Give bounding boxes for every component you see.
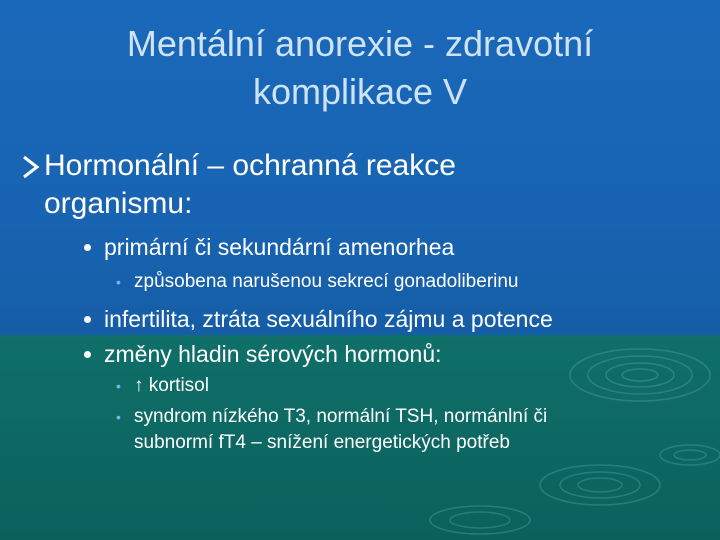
level2-item-1: primární či sekundární amenorhea	[104, 234, 455, 260]
arrow-right-outline-icon	[20, 154, 42, 180]
title-line-1: Mentální anorexie - zdravotní	[126, 23, 594, 64]
level3-item-3: syndrom nízkého T3, normální TSH, normánlní či	[134, 406, 548, 427]
level2-item-2: infertilita, ztráta sexuálního zájmu a potence	[104, 306, 553, 332]
filled-circle-icon	[84, 351, 91, 358]
level3-item-3-continuation: subnormí fT4 – snížení energetických potřeb	[134, 432, 510, 453]
small-dot-icon: •	[116, 378, 121, 394]
level1-line-1: Hormonální – ochranná reakce	[44, 149, 456, 182]
filled-circle-icon	[84, 244, 91, 251]
title-line-2: komplikace V	[252, 71, 468, 112]
slide-title	[40, 20, 680, 116]
small-dot-icon: •	[116, 409, 121, 425]
filled-circle-icon	[84, 316, 91, 323]
level3-item-2: ↑ kortisol	[134, 375, 209, 396]
small-dot-icon: •	[116, 274, 121, 290]
level2-item-3: změny hladin sérových hormonů:	[104, 341, 442, 367]
level1-line-2: organismu:	[44, 187, 193, 220]
level3-item-1: způsobena narušenou sekrecí gonadoliberinu	[134, 271, 519, 292]
